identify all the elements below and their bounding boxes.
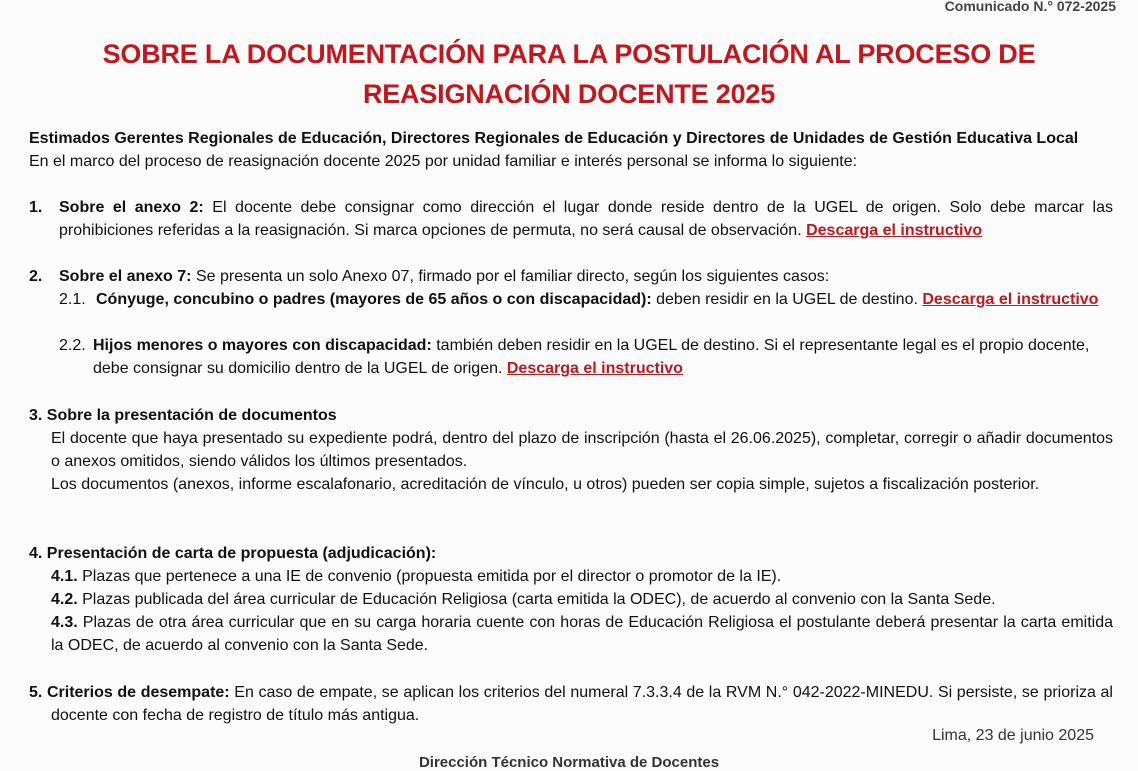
item4-1 [51, 565, 1113, 588]
item2-1-heading: Cónyuge, concubino o padres (mayores de 65 años o con discapacidad): [96, 291, 652, 308]
item2-heading: Sobre el anexo 7: [59, 268, 192, 285]
item3-paragraph-2: Los documentos (anexos, informe escalafonario, acreditación de vínculo, u otros) pueden ser copia simple, sujetos a fiscalización posterior. [51, 476, 1040, 493]
item4-1-text: Plazas que pertenece a una IE de convenio (propuesta emitida por el director o promotor de la IE). [77, 568, 782, 585]
item2-1-number: 2.1. [59, 291, 86, 308]
item4-2 [51, 588, 1113, 611]
item2 [59, 265, 1113, 288]
item5-heading: 5. Criterios de desempate: [29, 684, 230, 701]
item2-1 [96, 288, 1113, 311]
item2-2-number: 2.2. [59, 337, 86, 354]
item4-3-text: Plazas de otra área curricular que en su carga horaria cuente con horas de Educación Religiosa el postulante deberá presentar la carta emitida la ODEC, de acuerdo al convenio con la Santa Sede. [51, 614, 1113, 654]
item4-1-number: 4.1. [51, 568, 78, 585]
download-instructivo-link-2[interactable]: Descarga el instructivo [922, 291, 1099, 308]
item2-number: 2. [29, 268, 43, 285]
item5 [29, 681, 1113, 727]
item5-text: En caso de empate, se aplican los criterios del numeral 7.3.3.4 de la RVM N.° 042-2022-MINEDU. Si persiste, se prioriza al docente con fecha de registro de título más antigua. [51, 684, 1113, 724]
item4-2-text: Plazas publicada del área curricular de Educación Religiosa (carta emitida la ODEC), de acuerdo al convenio con la Santa Sede. [77, 591, 996, 608]
greeting: Estimados Gerentes Regionales de Educación, Directores Regionales de Educación y Directores de Unidades de Gestión Educativa Local [29, 130, 1079, 147]
date-line: Lima, 23 de junio 2025 [932, 727, 1094, 744]
item2-2 [93, 334, 1093, 380]
footer-signature: Dirección Técnico Normativa de Docentes [418, 754, 720, 771]
download-instructivo-link-3[interactable]: Descarga el instructivo [506, 360, 683, 377]
item1-number: 1. [29, 199, 43, 216]
item1-text: El docente debe consignar como dirección el lugar donde reside dentro de la UGEL de origen. Solo debe marcar las prohibiciones referidas a la reasignación. Si marca opciones de permuta, no será causal de observación. [59, 199, 1113, 239]
item2-2-text: también deben residir en la UGEL de destino. Si el representante legal es el propio docente, debe consignar su domicilio dentro de la UGEL de origen. [93, 337, 1090, 377]
title-line-1: SOBRE LA DOCUMENTACIÓN PARA LA POSTULACIÓN AL PROCESO DE [102, 39, 1036, 69]
item2-1-text: deben residir en la UGEL de destino. [651, 291, 923, 308]
item1-heading: Sobre el anexo 2: [59, 199, 204, 216]
item4-3-number: 4.3. [51, 614, 78, 631]
item2-2-heading: Hijos menores o mayores con discapacidad: [93, 337, 432, 354]
download-instructivo-link-1[interactable]: Descarga el instructivo [806, 222, 983, 239]
item4-heading: 4. Presentación de carta de propuesta (adjudicación): [29, 545, 437, 562]
item3-heading: 3. Sobre la presentación de documentos [29, 407, 337, 424]
page-title [40, 34, 1098, 114]
intro: En el marco del proceso de reasignación docente 2025 por unidad familiar e interés personal se informa lo siguiente: [29, 153, 858, 170]
title-line-2: REASIGNACIÓN DOCENTE 2025 [362, 79, 776, 109]
item2-text: Se presenta un solo Anexo 07, firmado por el familiar directo, según los siguientes casos: [191, 268, 830, 285]
communique-number: Comunicado N.° 072-2025 [944, 0, 1116, 14]
item4-3 [51, 611, 1113, 657]
item1 [59, 196, 1113, 242]
item3-paragraph-1: El docente que haya presentado su expediente podrá, dentro del plazo de inscripción (hasta el 26.06.2025), completar, corregir o añadir documentos o anexos omitidos, siendo válidos los últimos presentados. [51, 430, 1113, 470]
item4-2-number: 4.2. [51, 591, 78, 608]
